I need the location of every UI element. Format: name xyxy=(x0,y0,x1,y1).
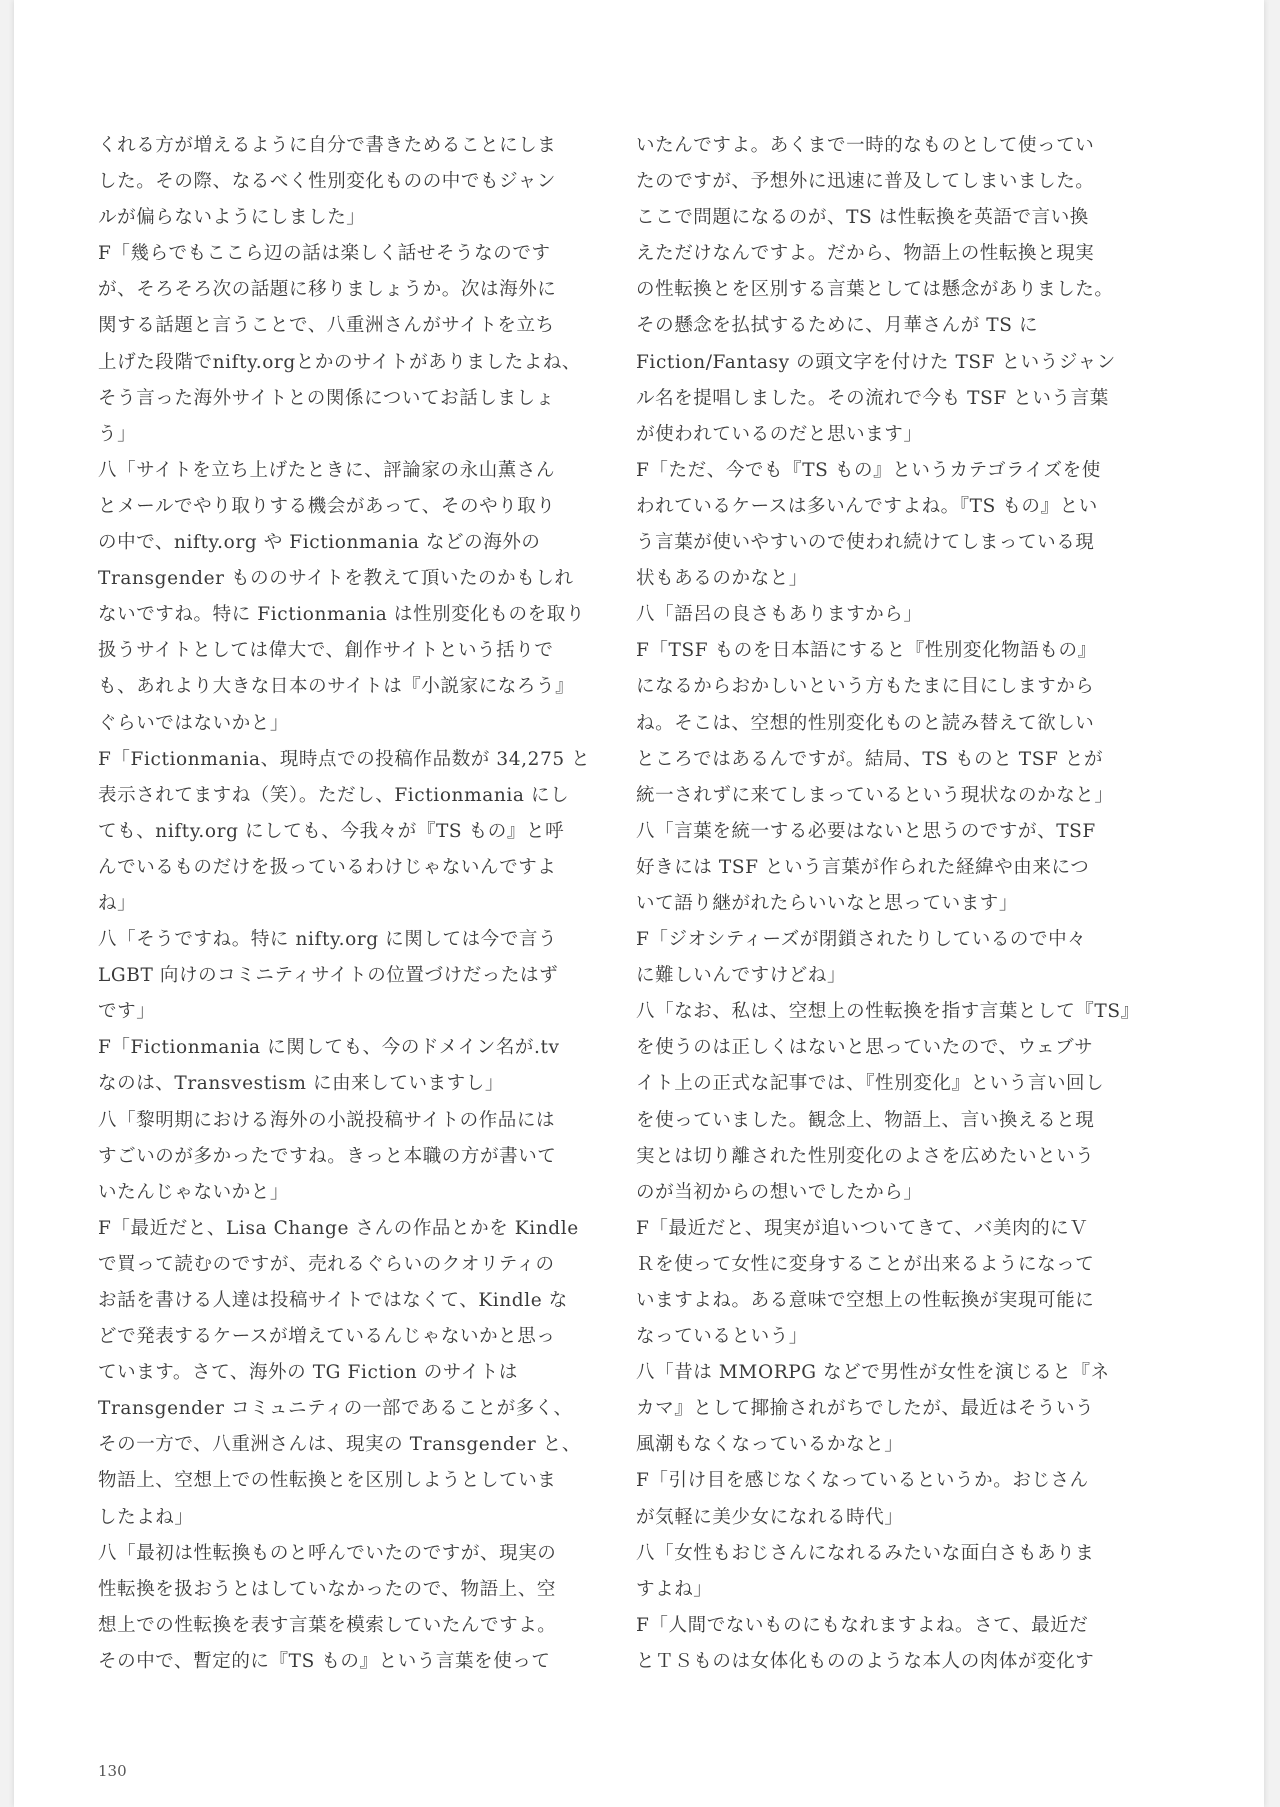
text-line: 八「最初は性転換ものと呼んでいたのですが、現実の xyxy=(98,1542,557,1564)
text-line: になるからおかしいという方もたまに目にしますから xyxy=(636,676,1095,698)
text-line: F「Fictionmania に関しても、今のドメイン名が.tv xyxy=(98,1037,560,1059)
text-line: が気軽に美少女になれる時代」 xyxy=(636,1506,904,1528)
text-line: 性転換を扱おうとはしていなかったので、物語上、空 xyxy=(98,1578,557,1600)
text-line: が使われているのだと思います」 xyxy=(636,423,923,445)
text-line: イト上の正式な記事では、『性別変化』という言い回し xyxy=(636,1073,1105,1095)
text-line: ています。さて、海外の TG Fiction のサイトは xyxy=(98,1362,518,1384)
text-line: 八「女性もおじさんになれるみたいな面白さもありま xyxy=(636,1542,1095,1564)
text-line: 好きには TSF という言葉が作られた経緯や由来につ xyxy=(636,856,1090,878)
text-line: 関する話題と言うことで、八重洲さんがサイトを立ち xyxy=(98,315,555,337)
text-line: ルが偏らないようにしました」 xyxy=(98,207,366,229)
text-line: F「引け目を感じなくなっているというか。おじさん xyxy=(636,1470,1089,1492)
page-number: 130 xyxy=(98,1762,127,1780)
text-line: F「最近だと、現実が追いついてきて、バ美肉的にＶ xyxy=(636,1217,1089,1239)
text-line: いますよね。ある意味で空想上の性転換が実現可能に xyxy=(636,1290,1095,1311)
text-line: すごいのが多かったですね。きっと本職の方が書いて xyxy=(98,1145,557,1167)
text-line: F「Fictionmania、現時点での投稿作品数が 34,275 と xyxy=(98,748,591,770)
text-line: Transgender もののサイトを教えて頂いたのかもしれ xyxy=(98,568,574,590)
text-line: ル名を提唱しました。その流れで今も TSF という言葉 xyxy=(636,387,1109,409)
text-line: われているケースは多いんですよね。『TS もの』とい xyxy=(636,495,1098,517)
text-line: 八「言葉を統一する必要はないと思うのですが、TSF xyxy=(636,820,1096,842)
text-line: いたんですよ。あくまで一時的なものとして使ってい xyxy=(636,135,1095,156)
text-line: なっているという」 xyxy=(636,1326,808,1348)
text-line: F「幾らでもここら辺の話は楽しく話せそうなのです xyxy=(98,243,551,265)
text-line: の中で、nifty.org や Fictionmania などの海外の xyxy=(98,532,541,554)
text-line: くれる方が増えるように自分で書きためることにしま xyxy=(98,135,557,156)
text-line: どで発表するケースが増えているんじゃないかと思っ xyxy=(98,1326,556,1348)
text-line: Transgender コミュニティの一部であることが多く、 xyxy=(98,1398,573,1420)
text-line: う言葉が使いやすいので使われ続けてしまっている現 xyxy=(636,532,1095,554)
text-line: 八「黎明期における海外の小説投稿サイトの作品には xyxy=(98,1109,556,1131)
text-line: が、そろそろ次の話題に移りましょうか。次は海外に xyxy=(98,279,557,301)
text-line: Fiction/Fantasy の頭文字を付けた TSF というジャン xyxy=(636,351,1116,373)
text-line: とメールでやり取りする機会があって、そのやり取り xyxy=(98,495,556,517)
text-line: 八「なお、私は、空想上の性転換を指す言葉として『TS』 xyxy=(636,1001,1140,1023)
text-line: 八「サイトを立ち上げたときに、評論家の永山薫さん xyxy=(98,459,556,481)
text-line: 風潮もなくなっているかなと」 xyxy=(636,1434,904,1456)
text-line: んでいるものだけを扱っているわけじゃないんですよ xyxy=(98,856,557,878)
text-line: Ｒを使って女性に変身することが出来るようになって xyxy=(636,1253,1095,1275)
text-line: ても、nifty.org にしても、今我々が『TS もの』と呼 xyxy=(98,820,565,842)
text-line: 表示されてますね（笑）。ただし、Fictionmania にし xyxy=(98,784,570,806)
text-line: う」 xyxy=(98,423,137,445)
text-line: 実とは切り離された性別変化のよさを広めたいという xyxy=(636,1145,1095,1167)
book-page xyxy=(14,0,1264,1807)
text-line: した。その際、なるべく性別変化ものの中でもジャン xyxy=(98,171,557,193)
text-line: ね」 xyxy=(98,892,137,914)
text-line: 物語上、空想上での性転換とを区別しようとしていま xyxy=(98,1470,557,1492)
text-line: カマ』として揶揄されがちでしたが、最近はそういう xyxy=(636,1398,1095,1420)
text-line: F「ジオシティーズが閉鎖されたりしているので中々 xyxy=(636,929,1087,951)
text-line: お話を書ける人達は投稿サイトではなくて、Kindle な xyxy=(98,1290,568,1311)
right-column xyxy=(636,128,1140,1680)
text-line: すよね」 xyxy=(636,1578,713,1600)
text-line: のが当初からの想いでしたから」 xyxy=(636,1181,923,1203)
text-line: 想上での性転換を表す言葉を模索していたんですよ。 xyxy=(98,1614,557,1636)
text-line: ところではあるんですが。結局、TS ものと TSF とが xyxy=(636,748,1104,770)
text-line: に難しいんですけどね」 xyxy=(636,965,847,987)
text-line: その中で、暫定的に『TS もの』という言葉を使って xyxy=(98,1650,551,1672)
text-line: ぐらいではないかと」 xyxy=(98,712,290,734)
text-line: 扱うサイトとしては偉大で、創作サイトという括りで xyxy=(98,640,554,662)
text-line: たのですが、予想外に迅速に普及してしまいました。 xyxy=(636,171,1095,193)
text-line: 八「語呂の良さもありますから」 xyxy=(636,604,923,626)
text-line: 統一されずに来てしまっているという現状なのかなと」 xyxy=(636,784,1114,806)
text-line: を使うのは正しくはないと思っていたので、ウェブサ xyxy=(636,1037,1094,1059)
text-line: いて語り継がれたらいいなと思っています」 xyxy=(636,892,1019,914)
text-line: を使っていました。観念上、物語上、言い換えると現 xyxy=(636,1109,1095,1131)
text-line: LGBT 向けのコミニティサイトの位置づけだったはず xyxy=(98,965,559,987)
text-line: えただけなんですよ。だから、物語上の性転換と現実 xyxy=(636,243,1095,265)
text-line: したよね」 xyxy=(98,1506,194,1528)
text-line: ね。そこは、空想的性別変化ものと読み替えて欲しい xyxy=(636,712,1095,734)
text-line: ないですね。特に Fictionmania は性別変化ものを取り xyxy=(98,604,585,626)
text-line: その一方で、八重洲さんは、現実の Transgender と、 xyxy=(98,1434,581,1456)
text-line: 八「昔は MMORPG などで男性が女性を演じると『ネ xyxy=(636,1362,1110,1384)
text-line: F「最近だと、Lisa Change さんの作品とかを Kindle xyxy=(98,1217,579,1239)
text-line: とＴＳものは女体化もののような本人の肉体が変化す xyxy=(636,1650,1095,1672)
text-line: その懸念を払拭するために、月華さんが TS に xyxy=(636,315,1039,337)
text-line: 上げた段階でnifty.orgとかのサイトがありましたよね、 xyxy=(98,351,582,373)
text-line: なのは、Transvestism に由来していますし」 xyxy=(98,1073,504,1095)
text-line: で買って読むのですが、売れるぐらいのクオリティの xyxy=(98,1253,555,1275)
left-column xyxy=(98,128,598,1680)
text-line: の性転換とを区別する言葉としては懸念がありました。 xyxy=(636,279,1114,301)
text-line: ここで問題になるのが、TS は性転換を英語で言い換 xyxy=(636,207,1089,229)
text-line: いたんじゃないかと」 xyxy=(98,1181,290,1203)
text-line: F「ただ、今でも『TS もの』というカテゴライズを使 xyxy=(636,459,1101,481)
text-line: 状もあるのかなと」 xyxy=(636,568,808,590)
text-line: です」 xyxy=(98,1001,156,1023)
text-line: 八「そうですね。特に nifty.org に関しては今で言う xyxy=(98,929,558,951)
text-line: も、あれより大きな日本のサイトは『小説家になろう』 xyxy=(98,676,575,698)
text-line: F「人間でないものにもなれますよね。さて、最近だ xyxy=(636,1614,1089,1636)
text-line: そう言った海外サイトとの関係についてお話しましょ xyxy=(98,387,555,409)
text-line: F「TSF ものを日本語にすると『性別変化物語もの』 xyxy=(636,640,1097,662)
